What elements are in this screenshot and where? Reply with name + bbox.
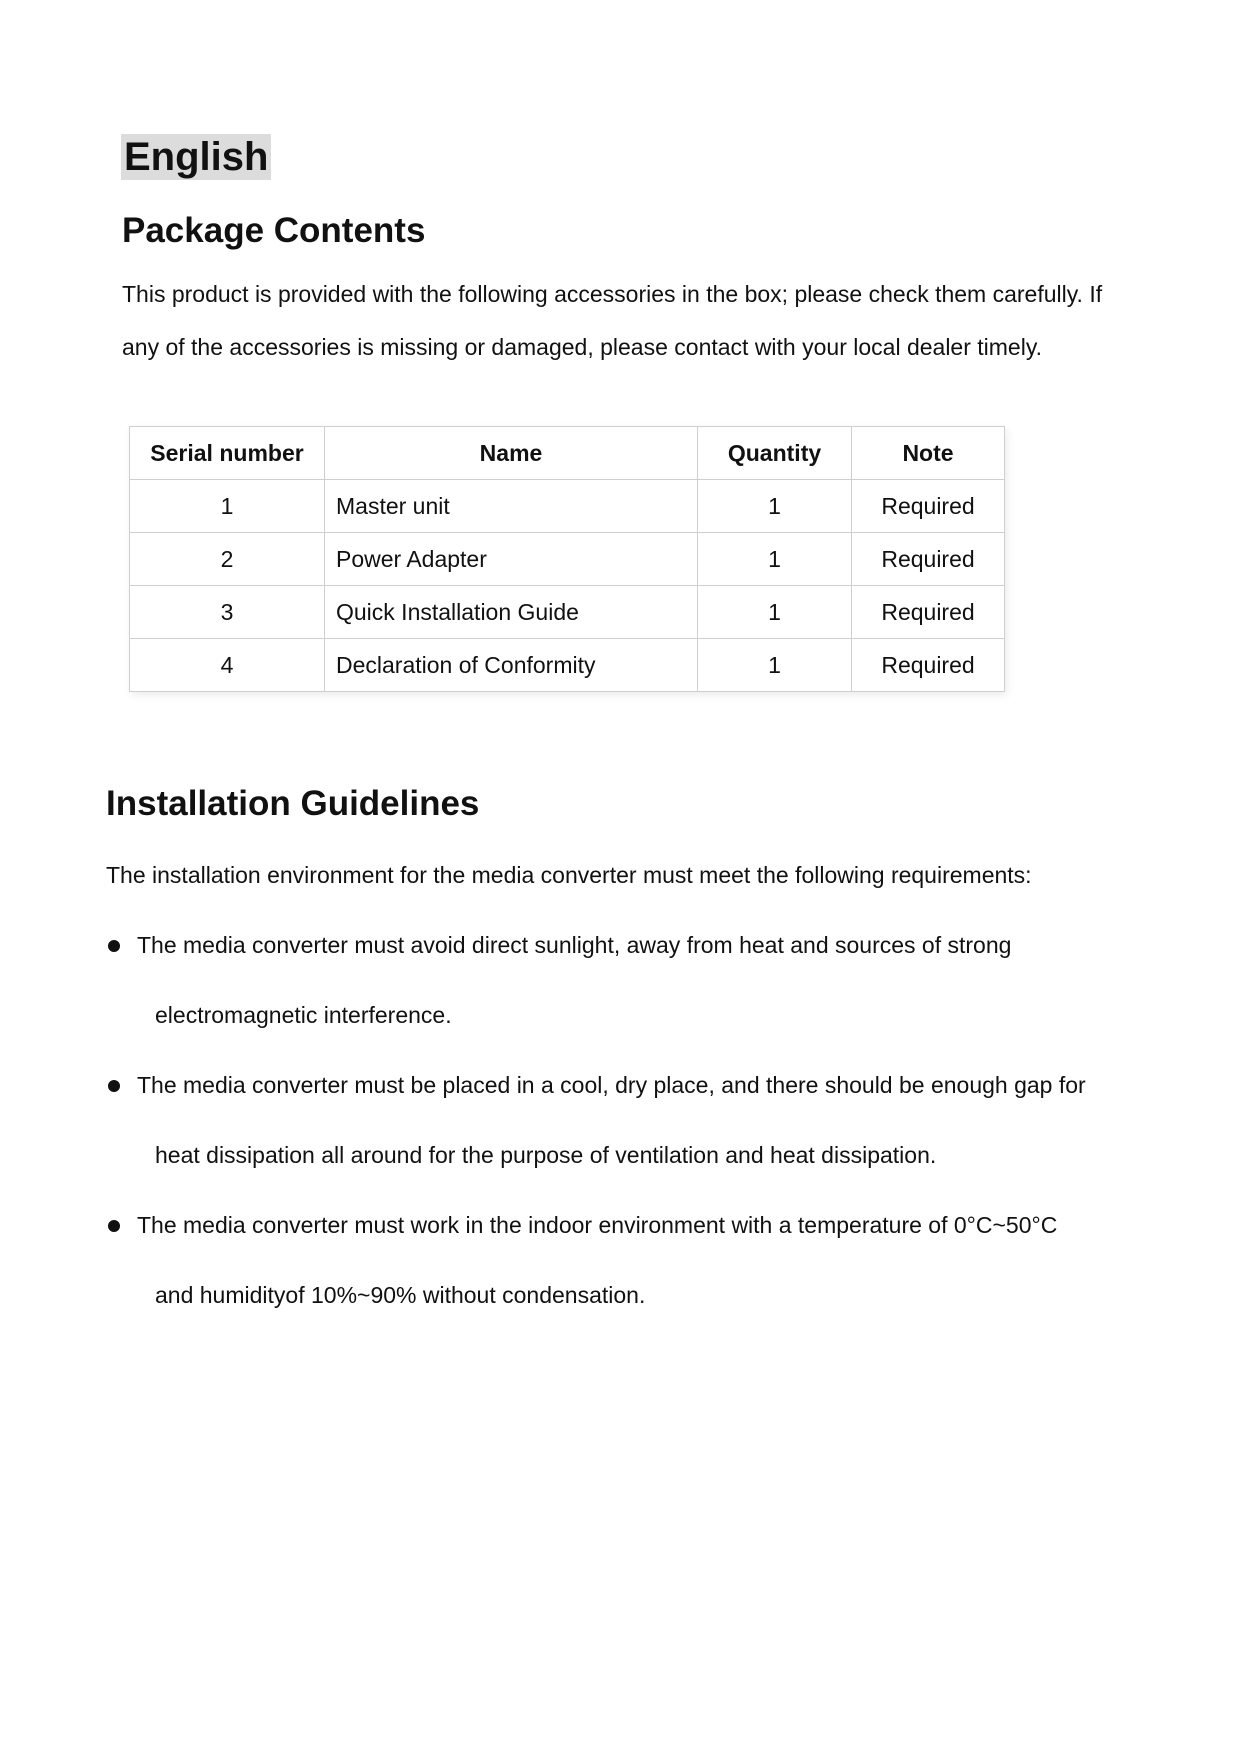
cell-quantity: 1 (698, 639, 852, 692)
cell-serial: 4 (130, 639, 325, 692)
language-heading: English (121, 134, 271, 180)
cell-name: Power Adapter (325, 533, 698, 586)
package-intro-line-2: any of the accessories is missing or damaged, please contact with your local dealer timely. (122, 334, 1043, 360)
bullet-text-line-1: The media converter must work in the indoor environment with a temperature of 0°C~50°C (137, 1212, 1058, 1238)
installation-guidelines-heading: Installation Guidelines (106, 784, 480, 823)
bullet-text-line-1: The media converter must be placed in a cool, dry place, and there should be enough gap for (137, 1072, 1086, 1098)
cell-name: Declaration of Conformity (325, 639, 698, 692)
cell-serial: 3 (130, 586, 325, 639)
header-name: Name (325, 427, 698, 480)
cell-note: Required (852, 586, 1005, 639)
bullet-text-line-2: electromagnetic interference. (155, 1002, 452, 1028)
header-quantity: Quantity (698, 427, 852, 480)
package-contents-table (129, 426, 1005, 692)
header-note: Note (852, 427, 1005, 480)
cell-quantity: 1 (698, 586, 852, 639)
cell-note: Required (852, 480, 1005, 533)
bullet-icon (108, 1220, 120, 1232)
cell-note: Required (852, 639, 1005, 692)
cell-quantity: 1 (698, 533, 852, 586)
bullet-text-line-2: and humidityof 10%~90% without condensation. (155, 1282, 646, 1308)
cell-note: Required (852, 533, 1005, 586)
installation-intro: The installation environment for the media converter must meet the following requirements: (106, 862, 1032, 888)
bullet-text-line-2: heat dissipation all around for the purpose of ventilation and heat dissipation. (155, 1142, 937, 1168)
package-contents-heading: Package Contents (122, 211, 426, 250)
table-row (130, 586, 1005, 639)
header-serial-number: Serial number (130, 427, 325, 480)
table-row (130, 480, 1005, 533)
table-header-row (130, 427, 1005, 480)
package-intro-line-1: This product is provided with the following accessories in the box; please check them carefully. If (122, 281, 1103, 307)
table-row (130, 533, 1005, 586)
table-row (130, 639, 1005, 692)
cell-name: Quick Installation Guide (325, 586, 698, 639)
package-contents-table-wrapper (129, 426, 1005, 692)
bullet-icon (108, 940, 120, 952)
cell-serial: 1 (130, 480, 325, 533)
cell-serial: 2 (130, 533, 325, 586)
bullet-text-line-1: The media converter must avoid direct sunlight, away from heat and sources of strong (137, 932, 1012, 958)
cell-quantity: 1 (698, 480, 852, 533)
bullet-icon (108, 1080, 120, 1092)
cell-name: Master unit (325, 480, 698, 533)
